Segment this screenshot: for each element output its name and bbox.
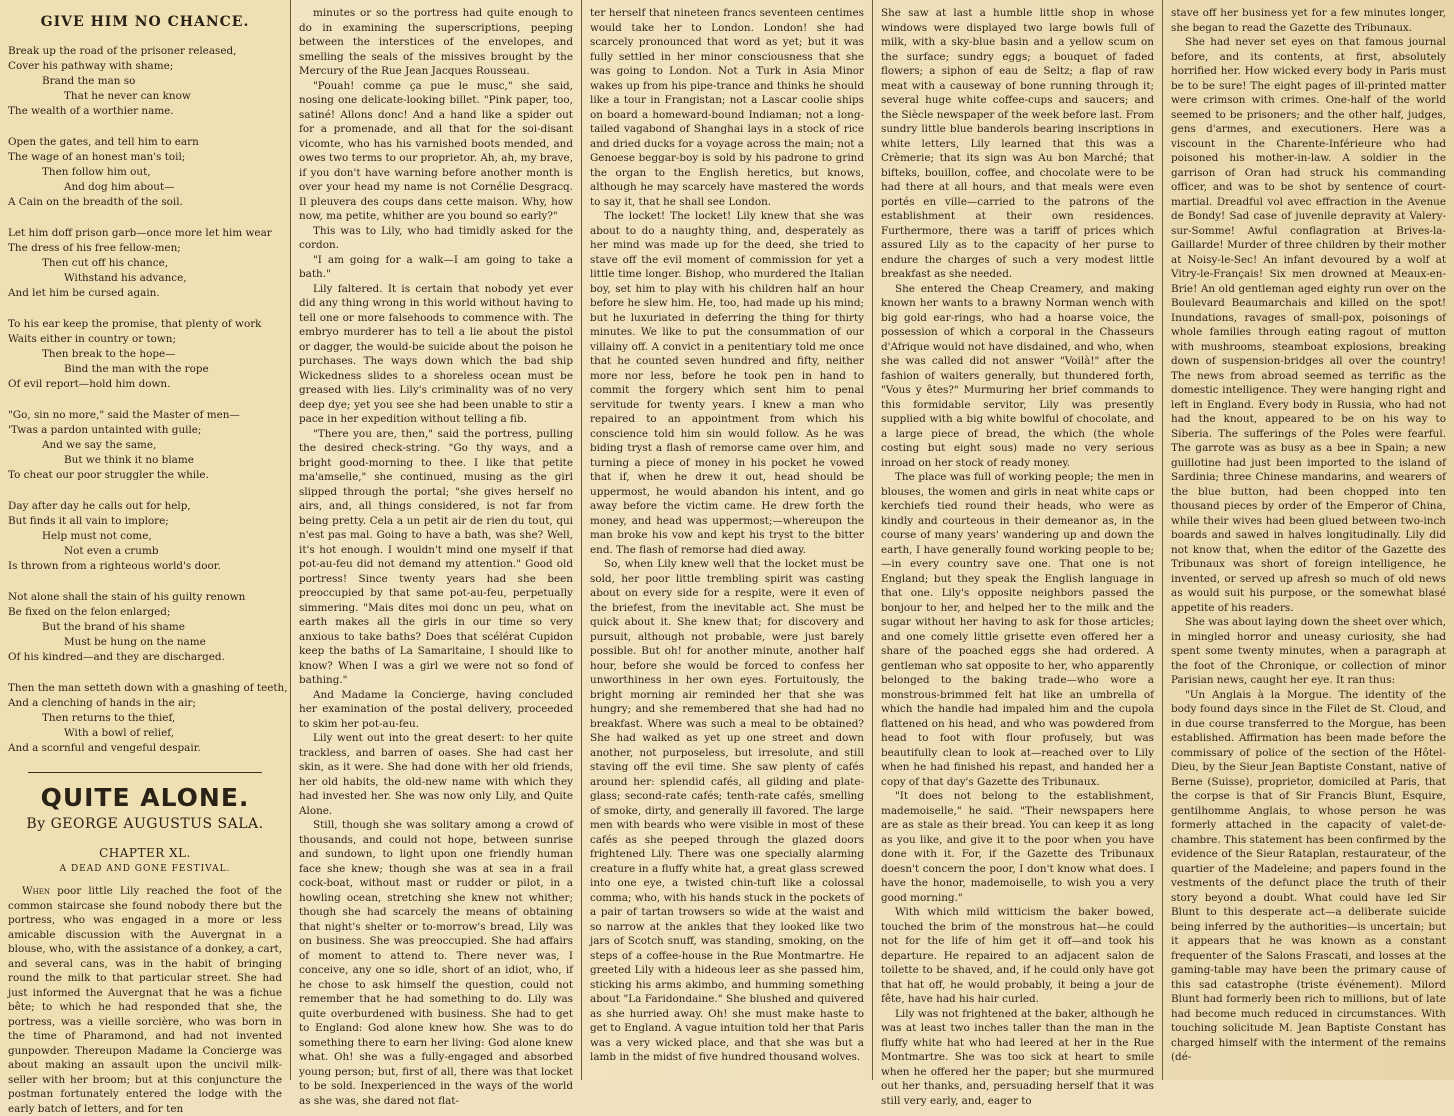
chapter-heading: CHAPTER XL.: [99, 846, 191, 860]
poem-stanza: [8, 135, 282, 210]
article-paragraph: She was about laying down the sheet over which, in mingled horror and uneasy curiosity, she had spent some twenty minutes, when a paragraph at the foot of the Chronique, or collection of minor Parisian news, caught her eye. It ran thus:: [1171, 616, 1446, 686]
poem-line: Then break to the hope—: [42, 348, 176, 360]
article-paragraph: Still, though she was solitary among a crowd of thousands, and could not hope, between sunrise and sundown, to light upon one friendly human face she knew; though she was at sea in a frail cock-boat, without mast or rudder or pilot, in a howling ocean, stretching she knew not whither; though she had scarcely the means of obtaining that night's shelter or to-morrow's bread, Lily was on business. She was preoccupied. She had affairs of moment to attend to. There never was, I conceive, any one so idle, short of an idiot, who, if he chose to ask himself the question, could not remember that he had something to do. Lily was quite overburdened with business. She had to get to England: God alone knew how. She was to do something there to earn her living: God alone knew what. Oh! she was a fully-engaged and absorbed young person; but, first of all, there was that locket to be sold. Inexperienced in the ways of the world as she was, she dared not flat-: [299, 819, 573, 1107]
poem-line: And a scornful and vengeful despair.: [8, 742, 201, 754]
article-paragraph: This was to Lily, who had timidly asked for the cordon.: [299, 224, 573, 251]
column-5: [1162, 0, 1454, 1080]
poem-line: Help must not come,: [42, 530, 152, 542]
article-paragraph: "There you are, then," said the portress, pulling the desired check-string. "Go thy ways, and a bright good-morning to thee. I like that petite ma'amselle," she continued, musing as the girl slipped through the portal; "she gives herself no airs, and, all things considered, is not far from being pretty. Cela a un petit air de rien du tout, qui n'est pas mal. Going to have a bath, was she? Well, it's hot enough. I wouldn't mind one myself if that pot-au-feu did not demand my attention." Good old portress! Since twenty years had she been preoccupied by that same pot-au-feu, perpetually simmering. "Mais dites moi donc un peu, what on earth makes all the girls in our time so very anxious to take baths? Does that scélérat Cupidon keep the baths of La Samaritaine, I should like to know? When I was a girl we were not so fond of bathing.": [299, 427, 573, 686]
poem-stanza: [8, 681, 288, 756]
poem-line: Be fixed on the felon enlarged;: [8, 606, 171, 618]
column-3: [581, 0, 872, 1080]
poem-line: And we say the same,: [42, 439, 157, 451]
article-paragraph: "Un Anglais à la Morgue. The identity of the body found days since in the Filet de St. Cloud, and in due course transferred to the Morgue, has been established. Affirmation has been made before the commissary of police of the section of the Hôtel-Dieu, by the Sieur Jean Baptiste Constant, native of Berne (Suisse), proprietor, domiciled at Paris, that the corpse is that of Sir Francis Blunt, Esquire, gentilhomme Anglais, to whose person he was formerly attached in the capacity of valet-de-chambre. This statement has been confirmed by the evidence of the Sieur Rataplan, restaurateur, of the quartier of the Madeleine; and papers found in the vestments of the defunct place the truth of their story beyond a doubt. What could have led Sir Blunt to this desperate act—a deliberate suicide being inferred by the authorities—is uncertain; but it appears that he was known as a constant frequenter of the Salons Frascati, and losses at the gaming-table may have been the primary cause of this sad catastrophe (triste événement). Milord Blunt had formerly been rich to millions, but of late had become much reduced in circumstances. With touching solicitude M. Jean Baptiste Constant has charged himself with the interment of the remains (dé-: [1171, 688, 1446, 1063]
poem-line: Let him doff prison garb—once more let him wear: [8, 227, 272, 239]
article-paragraph: So, when Lily knew well that the locket must be sold, her poor little trembling spirit was casting about on every side for a respite, were it even of the briefest, from the inevitable act. She must be quick about it. She knew that; for discovery and pursuit, although not probable, were just barely possible. But oh! for another minute, another half hour, before she would be forced to confess her unworthiness in her own eyes. Fortuitously, the bright morning air reminded her that she was hungry; and she remembered that she had had no breakfast. Where was such a meal to be obtained? She had walked as yet up one street and down another, not purposeless, but irresolute, and still staving off the evil time. She saw plenty of cafés around her: splendid cafés, all gilding and plate-glass; second-rate cafés; tenth-rate cafés, smelling of smoke, dirty, and generally ill favored. The large men with beards who were visible in most of these cafés as she peeped through the glazed doors frightened Lily. There was one specially alarming creature in a fluffy white hat, a great glass screwed into one eye, a twisted chin-tuft like a colossal comma; who, with his hands stuck in the pockets of a pair of tartan trowsers so wide at the waist and so narrow at the ankles that they looked like two jars of Scotch snuff, was standing, smoking, on the steps of a coffee-house in the Rue Montmartre. He greeted Lily with a hideous leer as she passed him, sticking his arms akimbo, and humming something about "La Faridondaine." She blushed and quivered as she hurried away. Oh! she must make haste to get to England. A vague intuition told her that Paris was a very wicked place, and that she was but a lamb in the midst of five hundred thousand wolves.: [590, 558, 864, 1063]
poem-line: Then returns to the thief,: [42, 712, 176, 724]
poem-line: Break up the road of the prisoner released,: [8, 45, 237, 57]
column-2: [290, 0, 581, 1107]
article-paragraph: With which mild witticism the baker bowed, touched the brim of the monstrous hat—he could not for the life of him get it off—and took his departure. He repaired to an adjacent salon de toilette to be shaved, and, if he could only have got that hat off, he would probably, it being a jour de fête, have had his hair curled.: [881, 906, 1154, 1005]
article-paragraph: The place was full of working people; the men in blouses, the women and girls in neat white caps or kerchiefs tied round their heads, who were as kindly and courteous in their demeanor as, in the course of many years' wandering up and down the earth, I have generally found working people to be;—in every country save one. That one is not England; but they speak the English language in that one. Lily's opposite neighbors passed the bonjour to her, and helped her to the milk and the sugar without her having to ask for those articles; and one comely little grisette even offered her a share of the poached eggs she had ordered. A gentleman who sat opposite to her, who apparently belonged to the baking trade—who wore a monstrous-brimmed felt hat like an umbrella of which the handle had impaled him and the cupola flattened on his head, and who was powdered from head to foot with flour profusely, but was beautifully clean to look at—reached over to Lily when he had finished his repast, and handed her a copy of that day's Gazette des Tribunaux.: [881, 471, 1154, 788]
article-paragraph: minutes or so the portress had quite enough to do in examining the superscriptions, peeping between the interstices of the envelopes, and smelling the seals of the missives brought by the Mercury of the Rue Jean Jacques Rousseau.: [299, 7, 573, 77]
poem-line: Not alone shall the stain of his guilty renown: [8, 591, 246, 603]
poem-stanza: [8, 226, 282, 301]
poem-line: To his ear keep the promise, that plenty of work: [8, 318, 262, 330]
poem-line: Of evil report—hold him down.: [8, 378, 171, 390]
article-paragraph: "It does not belong to the establishment, mademoiselle," he said. "Their newspapers here are as stale as their bread. You can keep it as long as you like, and give it to the poor when you have done with it. For, if the Gazette des Tribunaux doesn't concern the poor, I don't know what does. I have the honor, mademoiselle, to wish you a very good morning.": [881, 790, 1154, 904]
poem-body: [8, 44, 288, 756]
article-paragraph: "Pouah! comme ça pue le musc," she said, nosing one delicate-looking billet. "Pink paper, too, satiné! Allons donc! And a hand like a spider out for a promenade, and all that for the soi-disant vicomte, who has his varnished boots mended, and owes two terms to our proprietor. Ah, ah, my brave, if you don't have warning before another month is over your head my name is not Cornélie Desgracq. Il pleuvera des coups dans cette maison. Why, how now, ma petite, whither are you bound so early?": [299, 79, 573, 222]
poem-line: But finds it all vain to implore;: [8, 515, 169, 527]
poem-line: Then the man setteth down with a gnashing of teeth,: [8, 682, 288, 694]
poem-line: But we think it no blame: [64, 454, 194, 466]
poem-stanza: [8, 408, 282, 483]
opening-paragraph: [8, 884, 282, 1116]
poem-line: With a bowl of relief,: [64, 727, 175, 739]
opening-text: poor little Lily reached the foot of the common staircase she found nobody there but the portress, who was engaged in a more or less amicable discussion with the Auvergnat in a blouse, who, with the assistance of a donkey, a cart, and several cans, was in the habit of bringing round the milk to that particular street. She had just informed the Auvergnat that he was a fichue bête; to which he had responded that she, the portress, was a vieille sorcière, who was born in the time of Pharamond, and had not invented gunpowder. Thereupon Madame la Concierge was about making an assault upon the uncivil milk-seller with her broom; but at this conjuncture the postman fortunately entered the lodge with the early batch of letters, and for ten: [8, 885, 283, 1115]
poem-line: Of his kindred—and they are discharged.: [8, 651, 225, 663]
poem-line: 'Twas a pardon untainted with guile;: [8, 424, 202, 436]
article-paragraph: She had never set eyes on that famous journal before, and its contents, at first, absolutely horrified her. How wicked every body in Paris must be to be sure! The eight pages of ill-printed matter were crimson with crimes. One-half of the world seemed to be prisoners; and the other half, judges, gens d'armes, and executioners. Here was a viscount in the Charente-Inférieure who had poisoned his mother-in-law. A soldier in the garrison of Oran had struck his commanding officer, and was to be shot by sentence of court-martial. Dreadful vol avec effraction in the Avenue de Bondy! Sad case of juvenile depravity at Valery-sur-Somme! Awful conflagration at Brives-la-Gaillarde! Murder of three children by their mother at Noisy-le-Sec! An infant devoured by a wolf at Vitry-le-Français! Six men drowned at Meaux-en-Brie! An old gentleman aged eighty run over on the Boulevard Beaumarchais and killed on the spot! Inundations, ravages of small-pox, poisonings of whole families through eating ragout of mutton with mushrooms, steamboat explosions, breaking down of suspension-bridges all over the country! The news from abroad seemed as terrific as the domestic intelligence. They were hanging right and left in England. Every body in Russia, who had not had the knout, appeared to be on his way to Siberia. The sufferings of the Poles were fearful. The garrote was as busy as a bee in Spain; a new guillotine had just been imported to the island of Sardinia; three Chinese mandarins, and wearers of the blue button, had been chopped into ten thousand pieces by order of the Emperor of China, while their wives had been glued between two-inch boards and sawed in halves longitudinally. Lily did not know that, when the editor of the Gazette des Tribunaux was short of foreign intelligence, he invented, or served up afresh so much of old news as would suit his purpose, or the somewhat blasé appetite of his readers.: [1171, 36, 1446, 614]
poem-line: Open the gates, and tell him to earn: [8, 136, 199, 148]
poem-stanza: [8, 317, 282, 392]
poem-stanza: [8, 44, 282, 119]
article-paragraph: stave off her business yet for a few minutes longer, she began to read the Gazette des Tribunaux.: [1171, 7, 1446, 34]
poem-line: And a clenching of hands in the air;: [8, 697, 197, 709]
article-paragraph: And Madame la Concierge, having concluded her examination of the postal delivery, proceeded to skim her pot-au-feu.: [299, 688, 573, 730]
poem-line: Then follow him out,: [42, 166, 151, 178]
article-paragraph: "I am going for a walk—I am going to take a bath.": [299, 253, 573, 280]
poem-line: Bind the man with the rope: [64, 363, 209, 375]
poem-line: Not even a crumb: [64, 545, 159, 557]
poem-line: Day after day he calls out for help,: [8, 500, 191, 512]
article-paragraph: Lily went out into the great desert: to her quite trackless, and barren of oases. She had cast her skin, as it were. She had done with her old friends, her old habits, the old-new name with which they had invested her. She was now only Lily, and Quite Alone.: [299, 732, 573, 817]
poem-line: But the brand of his shame: [42, 621, 185, 633]
poem-line: Brand the man so: [42, 75, 136, 87]
divider: [28, 772, 262, 773]
poem-line: Waits either in country or town;: [8, 333, 176, 345]
poem-line: Must be hung on the name: [64, 636, 206, 648]
article-paragraph: She entered the Cheap Creamery, and making known her wants to a brawny Norman wench with big gold ear-rings, who had a hoarse voice, the possession of which a corporal in the Chasseurs d'Afrique would not have disdained, and who, when she was called did not answer "Voilà!" after the fashion of waiters generally, but thundered forth, "Vous y êtes?" Murmuring her brief commands to this formidable servitor, Lily was presently supplied with a big white bowlful of chocolate, and a large piece of bread, the which (the whole costing but eight sous) made no very serious inroad on her stock of ready money.: [881, 282, 1154, 469]
poem-stanza: [8, 590, 282, 665]
column-4: [872, 0, 1162, 1107]
poem-line: And let him be cursed again.: [8, 287, 160, 299]
poem-line: To cheat our poor struggler the while.: [8, 469, 209, 481]
poem-line: Cover his pathway with shame;: [8, 60, 174, 72]
poem-line: Withstand his advance,: [64, 272, 187, 284]
poem-line: That he never can know: [64, 90, 191, 102]
article-paragraph: She saw at last a humble little shop in whose windows were displayed two large bowls full of milk, with a sky-blue basin and a yellow scum on the surface; sundry eggs; a bouquet of faded flowers; a siphon of eau de Seltz; a flap of raw meat with a causeway of bone running through it; several huge white coffee-cups and saucers; and the Siècle newspaper of the week before last. From sundry little blue banderols bearing inscriptions in white letters, Lily learned that this was a Crèmerie; that its sign was Au bon Marché; that bifteks, bouillon, coffee, and chocolate were to be had there at all hours, and that meals were even portés en ville—carried to the patrons of the establishment at their own residences. Furthermore, there was a tariff of prices which assured Lily as to the capacity of her purse to endure the charges of such a very modest little breakfast as she needed.: [881, 7, 1154, 280]
chapter-subtitle: A DEAD AND GONE FESTIVAL.: [59, 864, 231, 874]
poem-line: And dog him about—: [64, 181, 175, 193]
opening-word: When: [22, 885, 51, 897]
poem-line: Then cut off his chance,: [42, 257, 169, 269]
article-paragraph: Lily faltered. It is certain that nobody yet ever did any thing wrong in this world without having to tell one or more falsehoods to commence with. The embryo murderer has to tell a lie about the pistol or dagger, the would-be suicide about the poison he purchases. The ways down which the bad ship Wickedness slides to a shoreless ocean must be greased with lies. Lily's criminality was of no very deep dye; yet you see she had been unable to stir a pace in her expedition without telling a fib.: [299, 282, 573, 425]
article-paragraph: ter herself that nineteen francs seventeen centimes would take her to London. London! she had scarcely pronounced that word as yet; but it was fully settled in her minor consciousness that she was going to London. Not a Turk in Asia Minor wakes up from his pipe-trance and thinks he should like a tour in Frangistan; not a Lascar coolie ships on board a homeward-bound Indiaman; not a long-tailed vagabond of Shanghai lays in a stock of rice and dried ducks for a voyage across the main; not a Genoese beggar-boy is sold by his padrone to grind the organ to the English heretics, but knows, although he may scarcely have mastered the words to say it, that he shall see London.: [590, 7, 864, 208]
poem-line: The wage of an honest man's toil;: [8, 151, 186, 163]
poem-stanza: [8, 499, 282, 574]
poem-line: A Cain on the breadth of the soil.: [8, 196, 183, 208]
byline: By GEORGE AUGUSTUS SALA.: [26, 816, 264, 832]
article-paragraph: Lily was not frightened at the baker, although he was at least two inches taller than the man in the fluffy white hat who had leered at her in the Rue Montmartre. She was too sick at heart to smile when he offered her the paper; but she murmured out her thanks, and, persuading herself that it was still very early, and, eager to: [881, 1007, 1154, 1107]
serial-title: QUITE ALONE.: [40, 783, 250, 812]
poem-line: Is thrown from a righteous world's door.: [8, 560, 221, 572]
column-1: [0, 0, 290, 1115]
article-paragraph: The locket! The locket! Lily knew that she was about to do a naughty thing, and, desperately as her mind was made up for the deed, she tried to stave off the evil moment of commission for yet a little time longer. Bishop, who murdered the Italian boy, set him to play with his children half an hour before he slew him. He, too, had made up his mind; but he luxuriated in deferring the thing for thirty minutes. We like to put the consummation of our villainy off. A convict in a penitentiary told me once that he counted seven hundred and fifty, neither more nor less, before he took pen in hand to commit the forgery which sent him to penal servitude for twenty years. I knew a man who repaired to an appointment from which his conscience told him sin would follow. As he was biding tryst a flash of remorse came over him, and turning a piece of money in his pocket he vowed that if, when he drew it out, head should be uppermost, he would abandon his intent, and go away before the victim came. He drew forth the money, and head was uppermost;—whereupon the man broke his vow and kept his tryst to the bitter end. The flash of remorse had died away.: [590, 210, 864, 556]
poem-line: "Go, sin no more," said the Master of men—: [8, 409, 240, 421]
poem-line: The wealth of a worthier name.: [8, 105, 174, 117]
poem-title: GIVE HIM NO CHANCE.: [40, 14, 250, 30]
poem-line: The dress of his free fellow-men;: [8, 242, 181, 254]
